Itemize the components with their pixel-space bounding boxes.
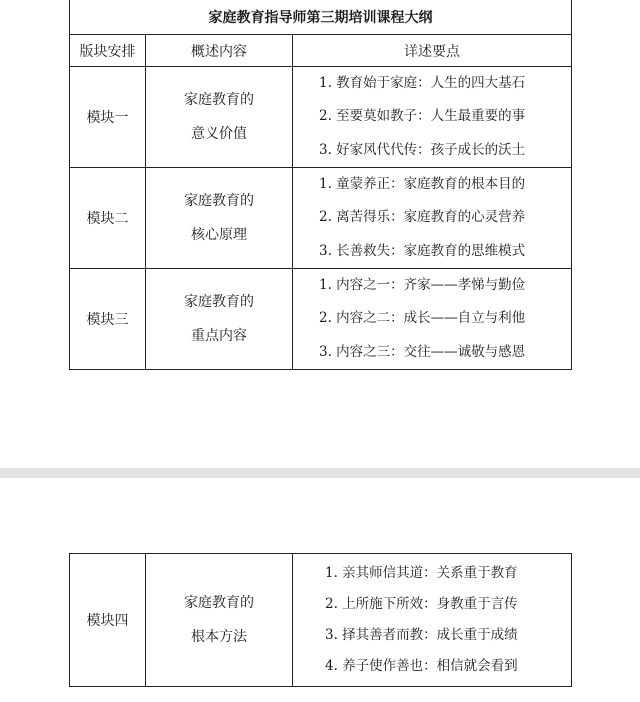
overview-line: 核心原理: [191, 227, 247, 243]
overview-line: 重点内容: [191, 328, 247, 344]
overview-line: 家庭教育的: [184, 193, 254, 209]
point-item: 3. 内容之三：交往——诚敬与感恩: [319, 343, 526, 360]
module-overview: [146, 554, 293, 687]
course-outline-table-continued: [69, 553, 572, 687]
module-name: 模块三: [70, 269, 146, 370]
module-overview: [146, 168, 293, 269]
point-item: 2. 离苦得乐：家庭教育的心灵营养: [319, 209, 526, 226]
overview-line: 家庭教育的: [184, 92, 254, 108]
point-item: 2. 上所施下所效：身教重于言传: [325, 596, 518, 612]
overview-line: 家庭教育的: [184, 595, 254, 611]
module-name: 模块二: [70, 168, 146, 269]
module-points: [293, 269, 572, 370]
point-item: 1. 教育始于家庭：人生的四大基石: [319, 75, 526, 92]
point-item: 3. 择其善者而教：成长重于成绩: [325, 627, 518, 643]
point-item: 3. 长善救失：家庭教育的思维模式: [319, 242, 526, 259]
header-overview: 概述内容: [146, 35, 293, 67]
point-item: 2. 至要莫如教子：人生最重要的事: [319, 108, 526, 125]
point-item: 2. 内容之二：成长——自立与利他: [319, 310, 526, 327]
page-break-gap: [0, 468, 640, 478]
point-item: 4. 养子使作善也：相信就会看到: [325, 658, 518, 674]
point-item: 1. 亲其师信其道：关系重于教育: [325, 565, 518, 581]
document-page-2: [0, 478, 640, 702]
table-row: [70, 269, 572, 370]
table-row: [70, 67, 572, 168]
module-overview: [146, 269, 293, 370]
overview-line: 家庭教育的: [184, 294, 254, 310]
overview-line: 根本方法: [191, 629, 247, 645]
module-name: 模块四: [70, 554, 146, 687]
module-name: 模块一: [70, 67, 146, 168]
point-item: 1. 童蒙养正：家庭教育的根本目的: [319, 176, 526, 193]
module-points: [293, 168, 572, 269]
point-item: 1. 内容之一：齐家——孝悌与勤俭: [319, 277, 526, 294]
overview-line: 意义价值: [191, 126, 247, 142]
table-row: [70, 554, 572, 687]
module-overview: [146, 67, 293, 168]
module-points: [293, 67, 572, 168]
module-points: [293, 554, 572, 687]
table-title: 家庭教育指导师第三期培训课程大纲: [70, 0, 572, 35]
point-item: 3. 好家风代代传：孩子成长的沃土: [319, 141, 526, 158]
header-key-points: 详述要点: [293, 35, 572, 67]
course-outline-table: [69, 0, 572, 370]
table-row: [70, 168, 572, 269]
header-module-arrangement: 版块安排: [70, 35, 146, 67]
